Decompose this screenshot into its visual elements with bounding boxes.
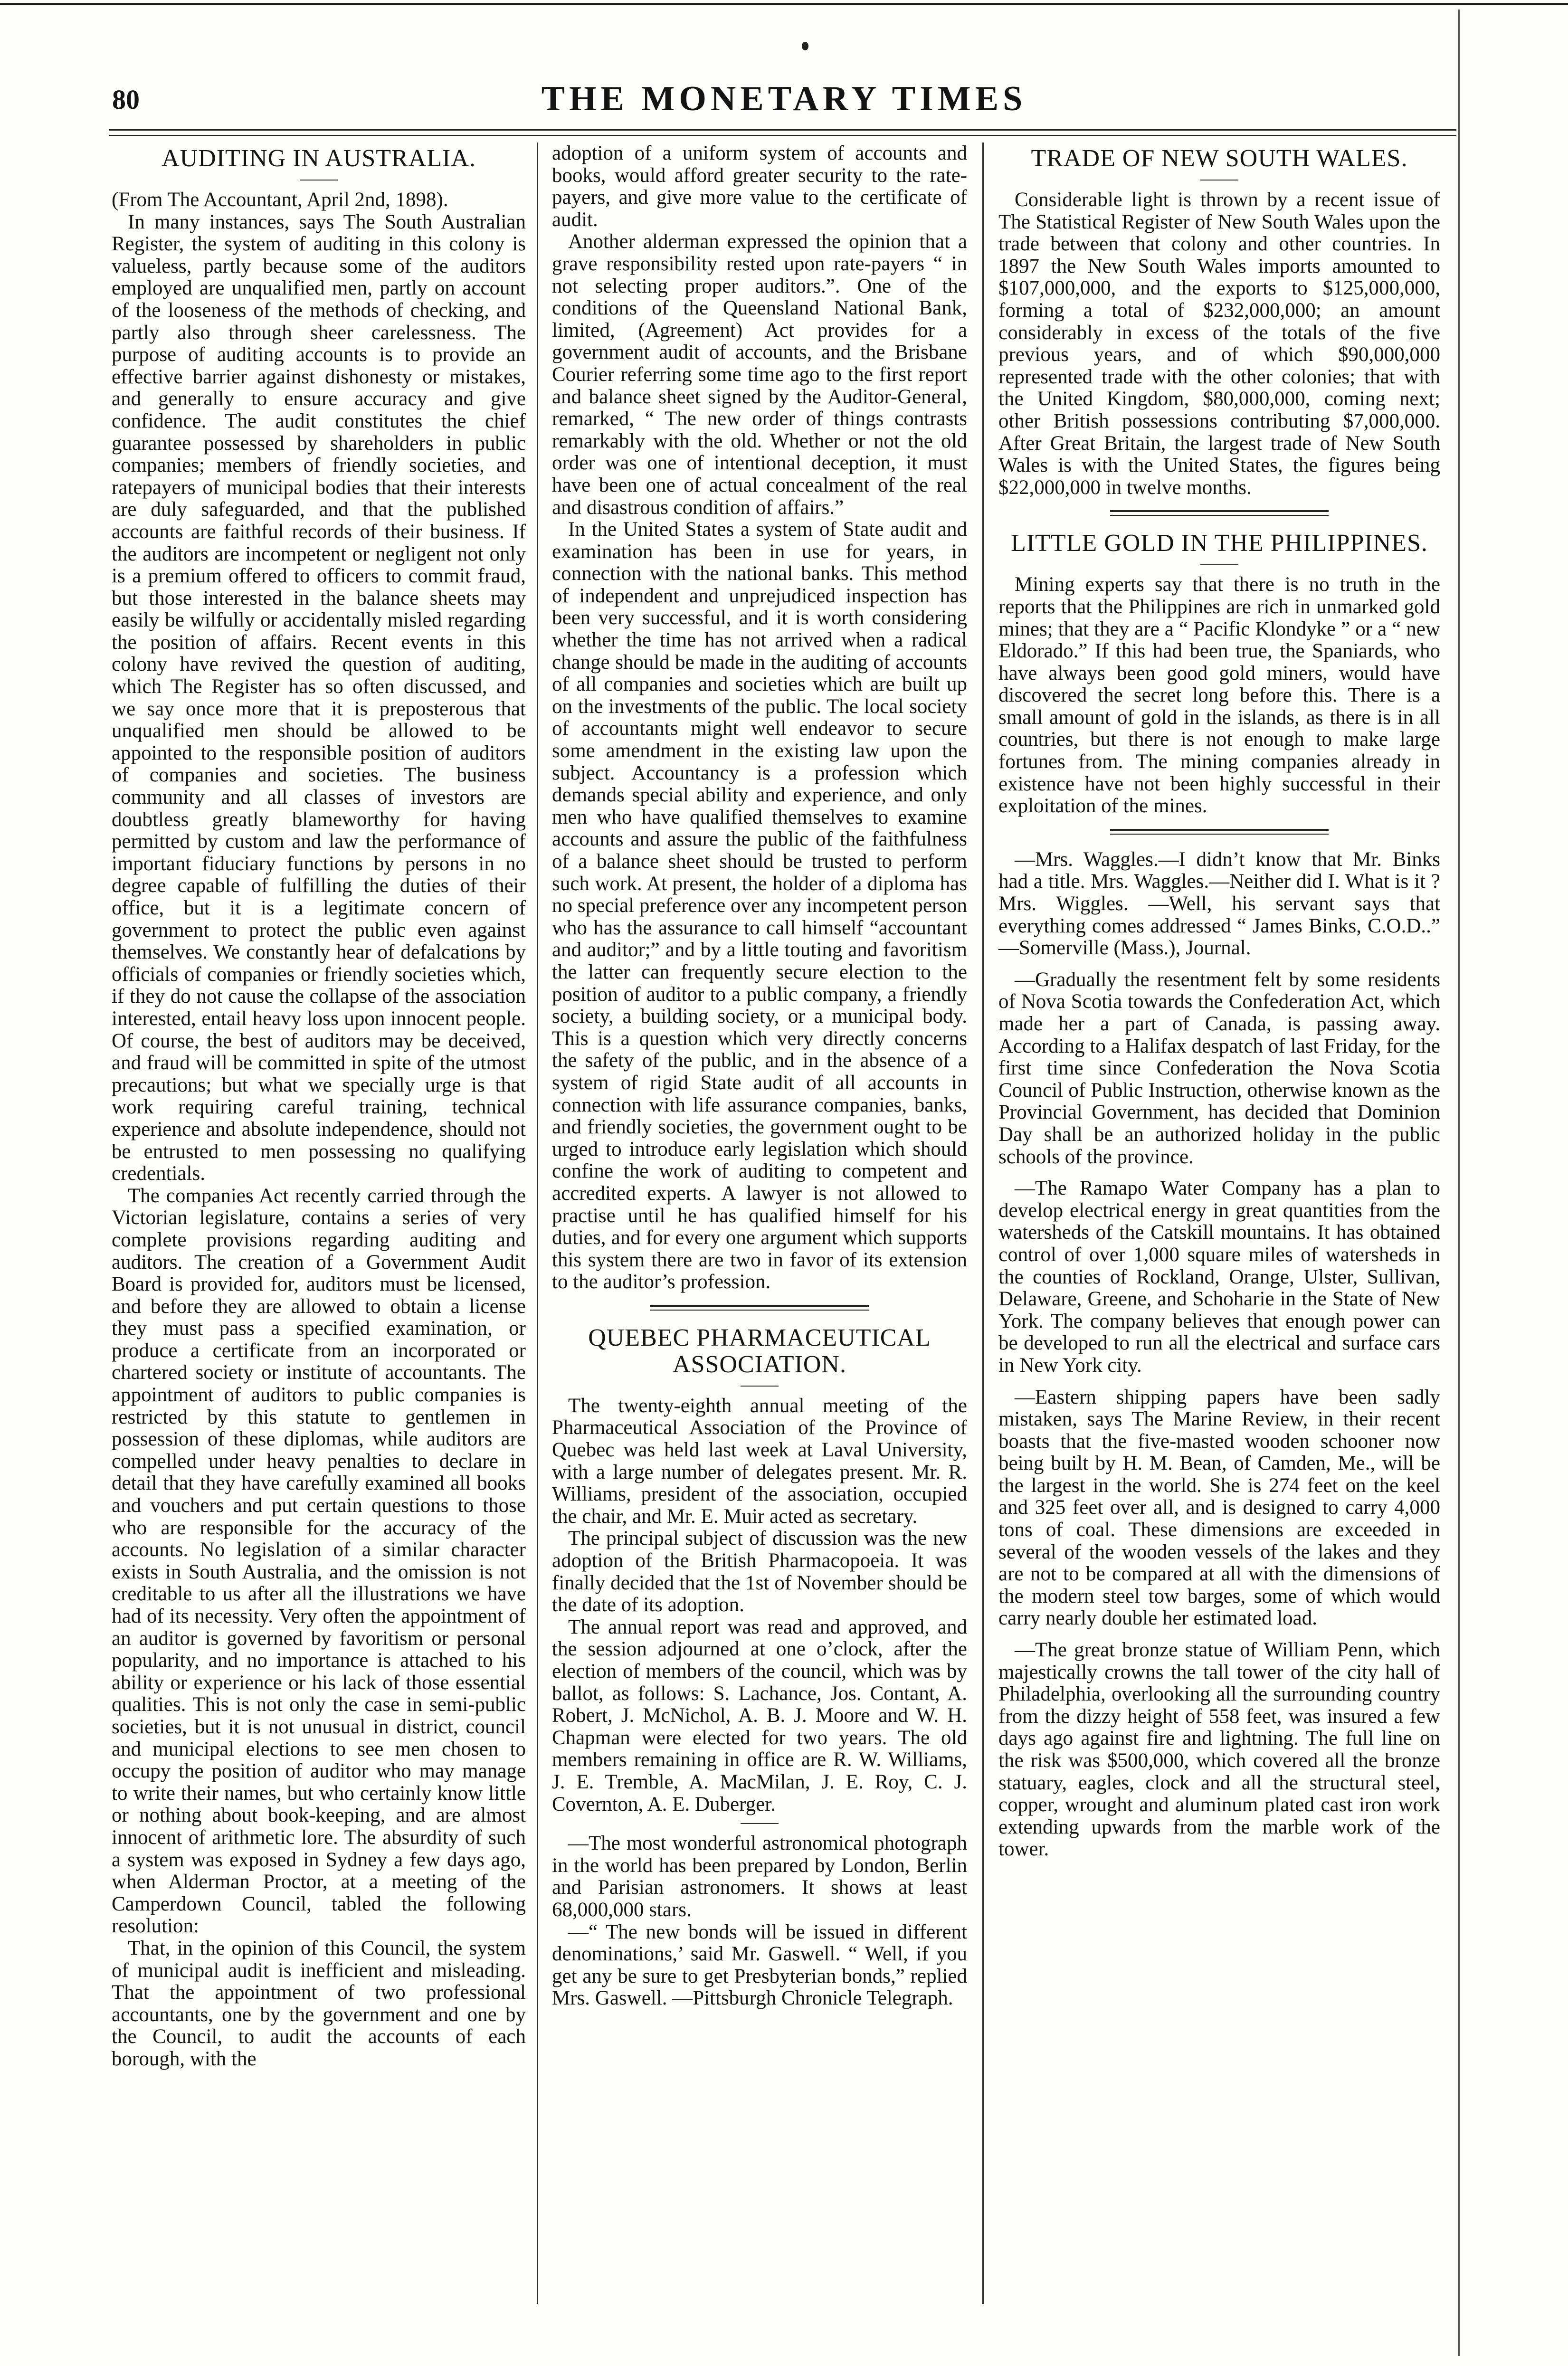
paragraph: —The great bronze statue of William Penn, which majestically crowns the tall tower of the city hall of Philadelphia, overlooking all the surrounding country from the dizzy height of 558 feet, was insured a few days ago against fire and lightning. The full line on the risk was $500,000, which covered all the bronze statuary, eagles, clock and all the structural steel, copper, wrought and aluminum plated cast iron work extending upwards from the marble work of the tower. [998, 1639, 1440, 1861]
paragraph: The principal subject of discussion was the new adoption of the British Pharmacopoeia. It was finally decided that the 1st of November should be the date of its adoption. [552, 1527, 967, 1616]
masthead: THE MONETARY TIMES [541, 79, 1027, 118]
heading-rule [1200, 564, 1238, 565]
item-rule [741, 1823, 779, 1824]
paragraph: In the United States a system of State audit and examination has been in use for years, in connection with the national banks. This method of independent and unprejudiced inspection has been very successful, and it is worth considering whether the time has not arrived when a radical change should be made in the auditing of accounts of all companies and societies which are built up on the investments of the public. The local society of accountants might well endeavor to secure some amendment in the existing law upon the subject. Accountancy is a profession which demands special ability and experience, and only men who have qualified themselves to examine accounts and assure the public of the faithfulness of a balance sheet should be trusted to perform such work. At present, the holder of a diploma has no special preference over any incompetent person who has the assurance to call himself “accountant and auditor;” and by a little touting and favoritism the latter can frequently secure election to the position of auditor to a public company, a friendly society, a building society, or a municipal body. This is a question which very directly concerns the safety of the public, and in the absence of a system of rigid State audit of all accounts in connection with life assurance companies, banks, and friendly societies, the government ought to be urged to introduce early legislation which should confine the work of auditing to competent and accredited experts. A lawyer is not allowed to practise until he has qualified himself for his duties, and for every one argument which supports this system there are two in favor of its extension to the auditor’s profession. [552, 518, 967, 1293]
article-heading: AUDITING IN AUSTRALIA. [162, 145, 476, 172]
paragraph: Another alderman expressed the opinion that a grave responsibility rested upon rate-payers “ in not selecting proper auditors.”. One of the conditions of the Queensland National Bank, limited, (Agreement) Act provides for a government audit of accounts, and the Brisbane Courier referring some time ago to the first report and balance sheet signed by the Auditor-General, remarked, “ The new order of things contrasts remarkably with the old. Whether or not the old order was one of intentional deception, it must have been one of actual concealment of the real and disastrous condition of affairs.” [552, 230, 967, 519]
paragraph: The twenty-eighth annual meeting of the Pharmaceutical Association of the Province of Quebec was held last week at Laval University, with a large number of delegates present. Mr. R. Williams, president of the association, occupied the chair, and Mr. E. Muir acted as secretary. [552, 1394, 967, 1528]
heading-rule [300, 180, 338, 181]
column-3 [998, 143, 1440, 1861]
article-heading: LITTLE GOLD IN THE PHILIPPINES. [1011, 530, 1428, 557]
paragraph: —Mrs. Waggles.—I didn’t know that Mr. Binks had a title. Mrs. Waggles.—Neither did I. What is it ? Mrs. Wiggles. —Well, his servant says that everything comes addressed “ James Binks, C.O.D..” —Somerville (Mass.), Journal. [998, 848, 1440, 960]
page-edge-line [1458, 10, 1460, 2356]
header-rule-thin [109, 135, 1456, 136]
article-heading: QUEBEC PHARMACEUTICAL ASSOCIATION. [588, 1324, 931, 1378]
paragraph: That, in the opinion of this Council, the system of municipal audit is inefficient and misleading. That the appointment of two professional accountants, one by the government and one by the Council, to audit the accounts of each borough, with the [112, 1937, 526, 2070]
paragraph: —Eastern shipping papers have been sadly mistaken, says The Marine Review, in their recent boasts that the five-masted wooden schooner now being built by H. M. Bean, of Camden, Me., will be the largest in the world. She is 274 feet on the keel and 325 feet over all, and is designed to carry 4,000 tons of coal. These dimensions are exceeded in several of the wooden vessels of the lakes and they are not to be compared at all with the dimensions of the modern steel tow barges, some of which would carry nearly double her estimated load. [998, 1386, 1440, 1630]
print-mark [802, 42, 808, 50]
heading-rule [1200, 180, 1238, 181]
section-separator [1110, 510, 1329, 516]
paragraph: —“ The new bonds will be issued in different denominations,’ said Mr. Gaswell. “ Well, if you get any be sure to get Presbyterian bonds,” replied Mrs. Gaswell. —Pittsburgh Chronicle Telegraph. [552, 1920, 967, 2010]
top-border-line [0, 3, 1568, 5]
column-divider [537, 143, 538, 2304]
paragraph: Considerable light is thrown by a recent issue of The Statistical Register of New South Wales upon the trade between that colony and other countries. In 1897 the New South Wales imports amounted to $107,000,000, and the exports to $125,000,000, forming a total of $232,000,000; an amount considerably in excess of the totals of the five previous years, and of which $90,000,000 represented trade with the other colonies; that with the United Kingdom, $80,000,000, coming next; other British possessions contributing $7,000,000. After Great Britain, the largest trade of New South Wales is with the United States, the figures being $22,000,000 in twelve months. [998, 189, 1440, 499]
paragraph: The companies Act recently carried through the Victorian legislature, contains a series of very complete provisions regarding auditing and auditors. The creation of a Government Audit Board is provided for, auditors must be licensed, and before they are allowed to obtain a license they must pass a specified examination, or produce a certificate from an incorporated or chartered society or institute of accountants. The appointment of auditors to public companies is restricted by this statute to gentlemen in possession of these diplomas, while auditors are compelled under heavy penalties to declare in detail that they have carefully examined all books and vouchers and put certain questions to those who are responsible for the accuracy of the accounts. No legislation of a similar character exists in South Australia, and the omission is not creditable to us after all the illustrations we have had of its necessity. Very often the appointment of an auditor is governed by favoritism or personal popularity, and no importance is attached to his ability or experience or his lack of those essential qualities. This is not only the case in semi-public societies, but it is not unusual in district, council and municipal elections to see men chosen to occupy the position of auditor who may manage to write their names, but who certainly know little or nothing about book-keeping, and are almost innocent of arithmetic lore. The absurdity of such a system was exposed in Sydney a few days ago, when Alderman Proctor, at a meeting of the Camperdown Council, tabled the following resolution: [112, 1184, 526, 1938]
header-rule [109, 129, 1456, 131]
paragraph: —The most wonderful astronomical photograph in the world has been prepared by London, Berlin and Parisian astronomers. It shows at least 68,000,000 stars. [552, 1832, 967, 1921]
article-heading: TRADE OF NEW SOUTH WALES. [1031, 145, 1408, 172]
paragraph: In many instances, says The South Australian Register, the system of auditing in this colony is valueless, partly because some of the auditors employed are unqualified men, partly on account of the looseness of the methods of checking, and partly also through sheer carelessness. The purpose of auditing accounts is to provide an effective barrier against dishonesty or mistakes, and generally to ensure accuracy and give confidence. The audit constitutes the chief guarantee possessed by shareholders in public companies; members of friendly societies, and ratepayers of municipal bodies that their interests are duly safeguarded, and that the published accounts are faithful records of their business. If the auditors are incompetent or negligent not only is a premium offered to officers to commit fraud, but those interested in the balance sheets may easily be wilfully or accidentally misled regarding the position of affairs. Recent events in this colony have revived the question of auditing, which The Register has so often discussed, and we say once more that it is preposterous that unqualified men should be allowed to be appointed to the responsible position of auditors of companies and societies. The business community and all classes of investors are doubtless greatly blameworthy for having permitted by custom and law the performance of important fiduciary functions by persons in no degree capable of fulfilling the duties of their office, but it is a legitimate concern of government to protect the public even against themselves. We constantly hear of defalcations by officials of companies or friendly societies which, if they do not cause the collapse of the association interested, entail heavy loss upon innocent people. Of course, the best of auditors may be deceived, and fraud will be committed in spite of the utmost precautions; but what we specially urge is that work requiring careful training, technical experience and absolute independence, should not be entrusted to men possessing no qualifying credentials. [112, 210, 526, 1185]
heading-rule [741, 1386, 779, 1387]
paragraph: Mining experts say that there is no truth in the reports that the Philippines are rich in unmarked gold mines; that they are a “ Pacific Klondyke ” or a “ new Eldorado.” If this had been true, the Spaniards, who have always been good gold miners, would have discovered the secret long before this. There is a small amount of gold in the islands, as there is in all countries, but there is not enough to make large fortunes from. The mining companies already in existence have not been highly successful in their exploitation of the mines. [998, 573, 1440, 817]
column-divider [982, 143, 984, 2304]
column-1 [112, 143, 526, 2070]
paragraph: —The Ramapo Water Company has a plan to develop electrical energy in great quantities from the watersheds of the Catskill mountains. It has obtained control of over 1,000 square miles of watersheds in the counties of Rockland, Orange, Ulster, Sullivan, Delaware, Greene, and Schoharie in the State of New York. The company believes that enough power can be developed to run all the electrical and surface cars in New York city. [998, 1177, 1440, 1377]
section-separator [650, 1305, 869, 1311]
column-2 [552, 143, 967, 2010]
paragraph: The annual report was read and approved, and the session adjourned at one o’clock, after the election of members of the council, which was by ballot, as follows: S. Lachance, Jos. Contant, A. Robert, J. McNichol, A. B. J. Moore and W. H. Chapman were elected for two years. The old members remaining in office are R. W. Williams, J. E. Tremble, A. MacMilan, J. E. Roy, C. J. Covernton, A. E. Duberger. [552, 1615, 967, 1815]
paragraph: —Gradually the resentment felt by some residents of Nova Scotia towards the Confederation Act, which made her a part of Canada, is passing away. According to a Halifax despatch of last Friday, for the first time since Confederation the Nova Scotia Council of Public Instruction, otherwise known as the Provincial Government, has decided that Dominion Day shall be an authorized holiday in the public schools of the province. [998, 968, 1440, 1168]
paragraph: adoption of a uniform system of accounts and books, would afford greater security to the rate-payers, and give more value to the certificate of audit. [552, 142, 967, 231]
page-number: 80 [112, 84, 140, 115]
article-source: (From The Accountant, April 2nd, 1898). [112, 189, 448, 211]
section-separator [1110, 829, 1329, 835]
